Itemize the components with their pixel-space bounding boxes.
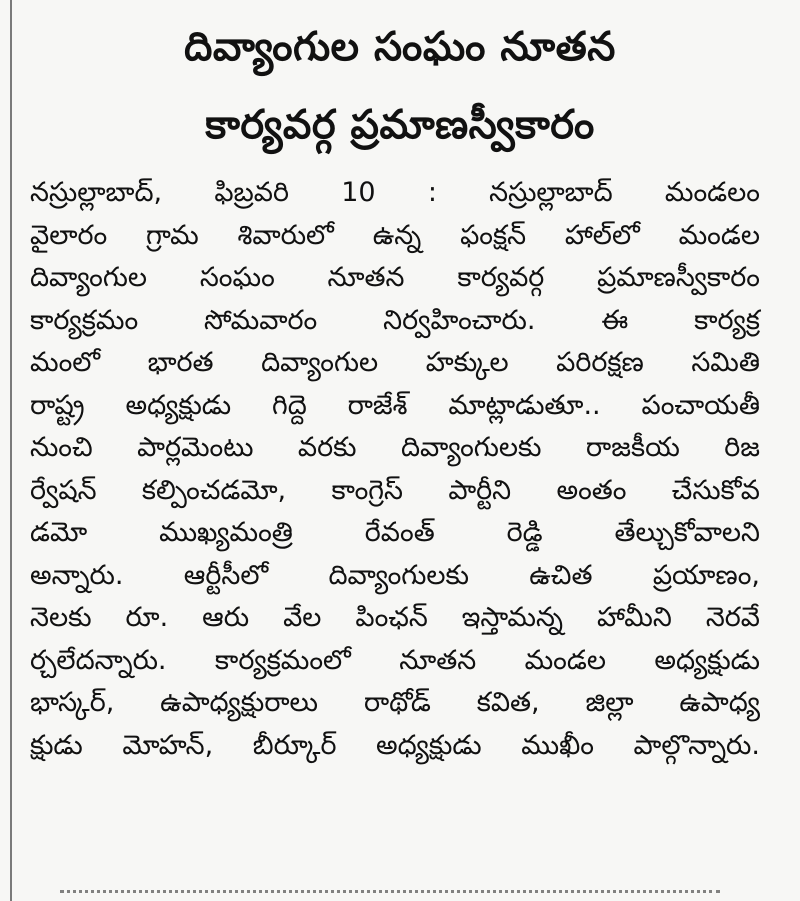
- article-line: డమో ముఖ్యమంత్రి రేవంత్ రెడ్డి తేల్చుకోవాలని: [30, 517, 760, 548]
- article-line: రాష్ట్ర అధ్యక్షుడు గిద్దె రాజేశ్ మాట్లాడుతూ.. పంచాయతీ: [30, 389, 760, 421]
- article-line: క్షుడు మోహన్, బీర్కూర్ అధ్యక్షుడు ముఖీం పాల్గొన్నారు.: [30, 729, 760, 761]
- cropped-next-headline: [60, 890, 720, 901]
- article-line: ర్వేషన్ కల్పించడమో, కాంగ్రెస్ పార్టీని అంతం చేసుకోవ: [30, 474, 760, 506]
- article-body: [30, 172, 770, 767]
- article-line: నస్రుల్లాబాద్, ఫిబ్రవరి 10 : నస్రుల్లాబాద్ మండలం: [30, 177, 760, 208]
- article-line: నెలకు రూ. ఆరు వేల పింఛన్ ఇస్తామన్న హామీని నెరవే: [30, 602, 760, 633]
- article-line: ర్చలేదన్నారు. కార్యక్రమంలో నూతన మండల అధ్యక్షుడు: [30, 644, 760, 676]
- article-line: భాస్కర్, ఉపాధ్యక్షురాలు రాథోడ్ కవిత, జిల్లా ఉపాధ్య: [30, 687, 760, 718]
- headline-line-1: దివ్యాంగుల సంఘం నూతన: [184, 24, 616, 70]
- article-line: నుంచి పార్లమెంటు వరకు దివ్యాంగులకు రాజకీయ రిజ: [30, 432, 760, 463]
- article-line: దివ్యాంగుల సంఘం నూతన కార్యవర్గ ప్రమాణస్వీకారం: [30, 262, 760, 293]
- news-article: [30, 0, 770, 901]
- article-line: అన్నారు. ఆర్టీసీలో దివ్యాంగులకు ఉచిత ప్రయాణం,: [30, 559, 760, 591]
- article-line: మంలో భారత దివ్యాంగుల హక్కుల పరిరక్షణ సమితి: [30, 347, 760, 378]
- article-line: వైలారం గ్రామ శివారులో ఉన్న ఫంక్షన్ హాల్‌లో మండల: [30, 219, 760, 251]
- headline-line-2: కార్యవర్గ ప్రమాణస్వీకారం: [205, 102, 595, 148]
- column-rule: [10, 0, 12, 901]
- article-line: కార్యక్రమం సోమవారం నిర్వహించారు. ఈ కార్యక్ర: [30, 304, 760, 336]
